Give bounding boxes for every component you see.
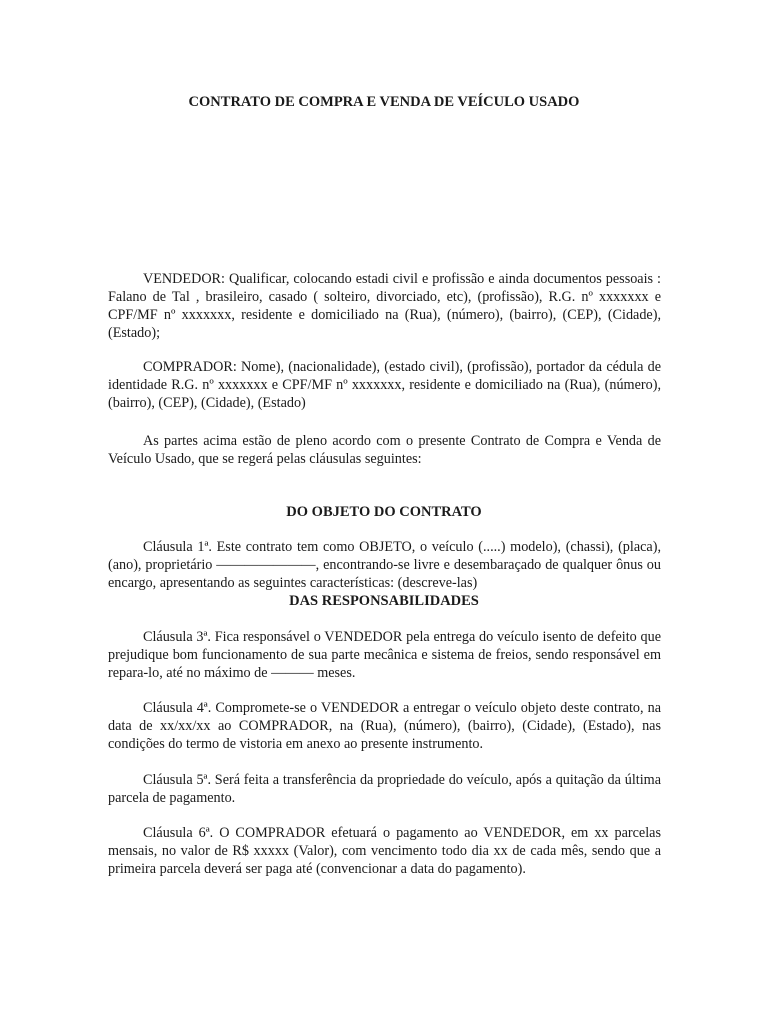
document-title: CONTRATO DE COMPRA E VENDA DE VEÍCULO USADO: [188, 94, 580, 110]
paragraph-partes: As partes acima estão de pleno acordo com o presente Contrato de Compra e Venda de Veículo Usado, que se regerá pelas cláusulas seguintes:: [108, 433, 661, 467]
heading-objeto-do-contrato: DO OBJETO DO CONTRATO: [286, 504, 482, 520]
paragraph-clausula-6: Cláusula 6ª. O COMPRADOR efetuará o pagamento ao VENDEDOR, em xx parcelas mensais, no valor de R$ xxxxx (Valor), com vencimento todo dia xx de cada mês, sendo que a primeira parcela deverá ser paga até (convencionar a data do pagamento).: [108, 825, 661, 877]
paragraph-clausula-5: Cláusula 5ª. Será feita a transferência da propriedade do veículo, após a quitação da última parcela de pagamento.: [108, 772, 661, 806]
paragraph-vendedor: VENDEDOR: Qualificar, colocando estadi civil e profissão e ainda documentos pessoais : Falano de Tal , brasileiro, casado ( solteiro, divorciado, etc), (profissão), R.G. nº xxxxxxx e CPF/MF nº xxxxxxx, residente e domiciliado na (Rua), (número), (bairro), (CEP), (Cidade), (Estado);: [108, 271, 661, 341]
paragraph-clausula-3: Cláusula 3ª. Fica responsável o VENDEDOR pela entrega do veículo isento de defeito que prejudique bom funcionamento de sua parte mecânica e sistema de freios, sendo responsável em repara-lo, até no máximo de ——— meses.: [108, 629, 661, 681]
paragraph-clausula-1: Cláusula 1ª. Este contrato tem como OBJETO, o veículo (.....) modelo), (chassi), (placa), (ano), proprietário ———————, encontrando-se livre e desembaraçado de qualquer ônus ou encargo, apresentando as seguintes características: (descreve-las): [108, 539, 661, 591]
heading-responsabilidades: DAS RESPONSABILIDADES: [289, 593, 479, 609]
paragraph-comprador: COMPRADOR: Nome), (nacionalidade), (estado civil), (profissão), portador da cédula de identidade R.G. nº xxxxxxx e CPF/MF nº xxxxxxx, residente e domiciliado na (Rua), (número), (bairro), (CEP), (Cidade), (Estado): [108, 359, 661, 411]
paragraph-clausula-4: Cláusula 4ª. Compromete-se o VENDEDOR a entregar o veículo objeto deste contrato, na data de xx/xx/xx ao COMPRADOR, na (Rua), (número), (bairro), (Cidade), (Estado), nas condições do termo de vistoria em anexo ao presente instrumento.: [108, 700, 661, 752]
